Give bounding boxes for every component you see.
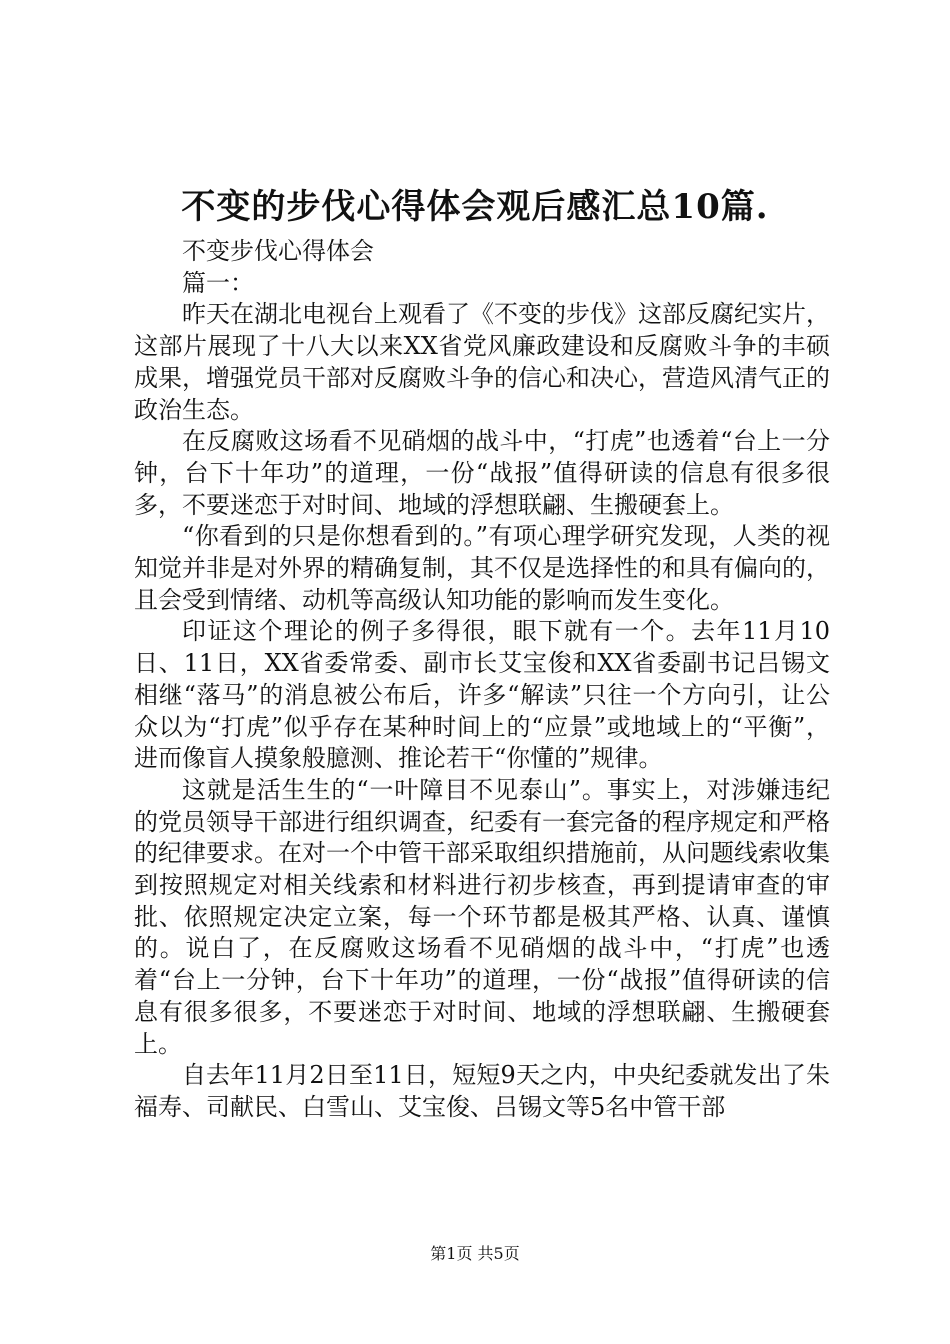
paragraph-5: 这就是活生生的“一叶障目不见泰山”。事实上，对涉嫌违纪的党员领导干部进行组织调查，纪委有一套完备的程序规定和严格的纪律要求。在对一个中管干部采取组织措施前，从问题线索收集到按照规定对相关线索和材料进行初步核查，再到提请审查的审批、依照规定决定立案，每一个环节都是极其严格、认真、谨慎的。说白了，在反腐败这场看不见硝烟的战斗中，“打虎”也透着“台上一分钟，台下十年功”的道理，一份“战报”值得研读的信息有很多很多，不要迷恋于对时间、地域的浮想联翩、生搬硬套上。 xyxy=(134,775,830,1058)
paragraph-6: 自去年11月2日至11日，短短9天之内，中央纪委就发出了朱福寿、司献民、白雪山、艾宝俊、吕锡文等5名中管干部 xyxy=(134,1061,830,1121)
subtitle: 不变步伐心得体会 xyxy=(182,237,374,265)
paragraph-2: 在反腐败这场看不见硝烟的战斗中，“打虎”也透着“台上一分钟，台下十年功”的道理，一份“战报”值得研读的信息有很多很多，不要迷恋于对时间、地域的浮想联翩、生搬硬套上。 xyxy=(134,427,830,519)
paragraph-4: 印证这个理论的例子多得很，眼下就有一个。去年11月10日、11日，XX省委常委、副市长艾宝俊和XX省委副书记吕锡文相继“落马”的消息被公布后，许多“解读”只往一个方向引，让公众以为“打虎”似乎存在某种时间上的“应景”或地域上的“平衡”，进而像盲人摸象般臆测、推论若干“你懂的”规律。 xyxy=(134,617,830,773)
document-body xyxy=(134,236,830,1124)
paragraph-1: 昨天在湖北电视台上观看了《不变的步伐》这部反腐纪实片，这部片展现了十八大以来XX省党风廉政建设和反腐败斗争的丰硕成果，增强党员干部对反腐败斗争的信心和决心，营造风清气正的政治生态。 xyxy=(134,300,830,424)
page-footer: 第1页 共5页 xyxy=(430,1244,520,1263)
paragraph-3: “你看到的只是你想看到的。”有项心理学研究发现，人类的视知觉并非是对外界的精确复制，其不仅是选择性的和具有偏向的，且会受到情绪、动机等高级认知功能的影响而发生变化。 xyxy=(134,522,830,614)
document-title: 不变的步伐心得体会观后感汇总10篇. xyxy=(181,187,769,227)
section-label: 篇一： xyxy=(182,268,254,297)
